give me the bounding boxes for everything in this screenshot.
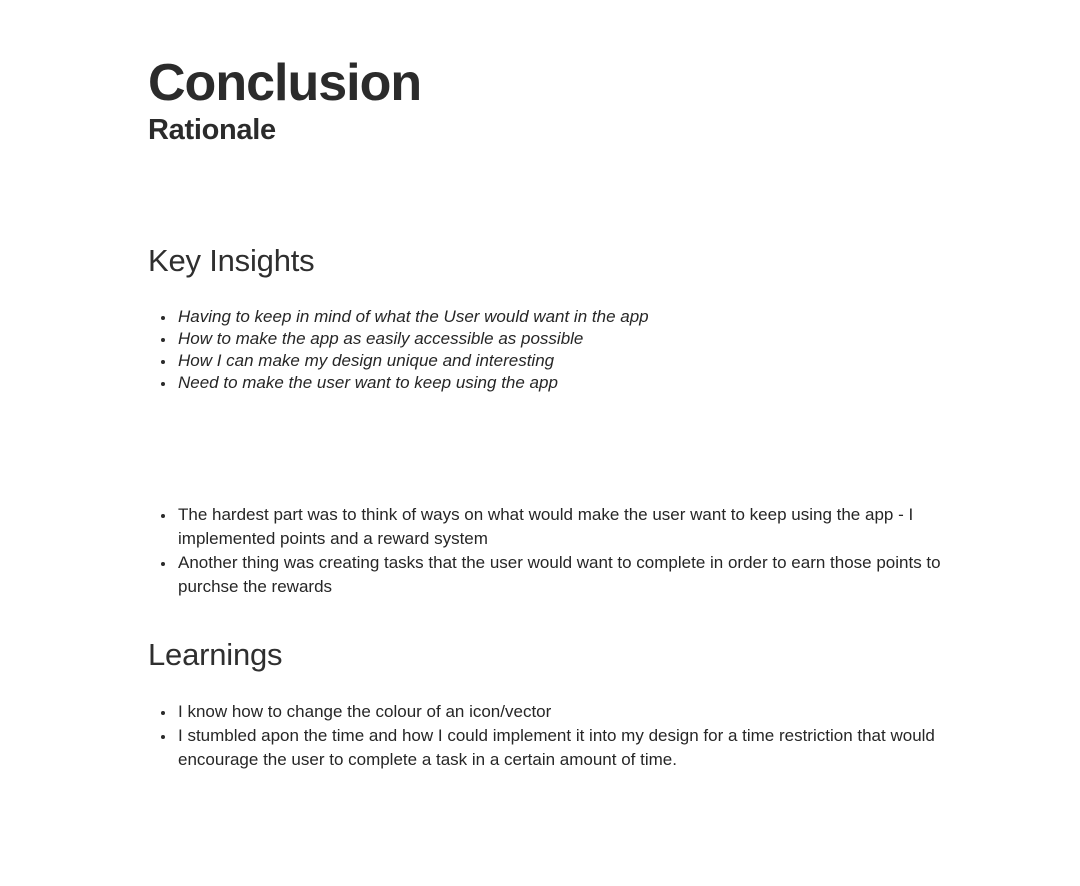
challenges-list xyxy=(148,503,948,599)
list-item: • Another thing was creating tasks that the user would want to complete in order to earn those points to purchse the rewards xyxy=(176,551,948,599)
list-item: • I know how to change the colour of an icon/vector xyxy=(176,700,948,724)
title-block xyxy=(148,56,421,146)
list-item: • I stumbled apon the time and how I could implement it into my design for a time restriction that would encourage the user to complete a task in a certain amount of time. xyxy=(176,724,948,772)
section-heading-learnings: Learnings xyxy=(148,637,283,672)
page-title: Conclusion xyxy=(148,54,422,112)
list-item: • Having to keep in mind of what the User would want in the app xyxy=(176,306,948,328)
learnings-list xyxy=(148,700,948,772)
section-heading-key-insights: Key Insights xyxy=(148,243,315,278)
list-item: • Need to make the user want to keep using the app xyxy=(176,372,948,394)
list-item: • How I can make my design unique and interesting xyxy=(176,350,948,372)
key-insights-list xyxy=(148,306,948,394)
list-item: • How to make the app as easily accessible as possible xyxy=(176,328,948,350)
page-subtitle: Rationale xyxy=(148,113,276,146)
list-item: • The hardest part was to think of ways on what would make the user want to keep using the app - I implemented points and a reward system xyxy=(176,503,948,551)
